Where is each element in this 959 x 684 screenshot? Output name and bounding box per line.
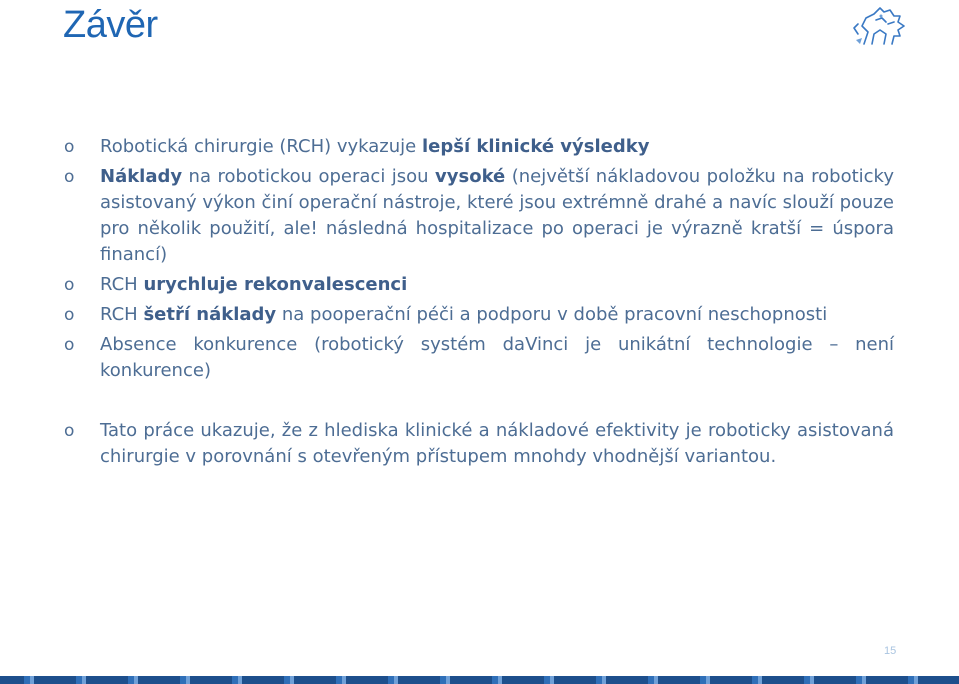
slide-title: Závěr [63,4,158,46]
slide-number: 15 [884,645,897,657]
bullet-marker: o [64,275,75,295]
bullet-plain-text: Tato práce ukazuje, že z hlediska klinické a nákladové efektivity je roboticky asistovaná chirurgie v porovnání s otevřeným přístupem mnohdy vhodnější variantou. [100,420,894,467]
bullet-plain-text: na robotickou operaci jsou [182,166,436,187]
bullet-item [64,418,894,470]
bullet-text [100,418,894,470]
bullet-bold-text: šetří náklady [143,304,277,325]
footer-decorative-bar [0,676,959,684]
bullet-plain-text: RCH [100,274,144,295]
university-lion-logo-icon [850,4,908,48]
bullet-marker: o [64,137,75,157]
bullet-marker: o [64,305,75,325]
bullet-text [100,136,649,157]
bullet-plain-text: na pooperační péči a podporu v době pracovní neschopnosti [276,304,828,325]
bullet-plain-text: RCH [100,304,144,325]
bullet-plain-text: (největší nákladovou položku na roboticky asistovaný výkon činí operační nástroje, které jsou extrémně drahé a navíc slouží pouze pro několik použití, ale! následná hospitalizace po operaci je výrazně kratší = úspora financí) [100,166,894,265]
bullet-bold-text: lepší klinické výsledky [421,136,650,157]
bullet-plain-text: Robotická chirurgie (RCH) vykazuje [100,136,422,157]
bullet-item [64,272,894,298]
bullet-bold-text: vysoké [435,166,506,187]
bullet-marker: o [64,167,75,187]
bullet-item [64,134,894,160]
bullet-text [100,304,827,325]
bullet-marker: o [64,421,75,441]
bullet-bold-text: Náklady [100,166,183,187]
bullet-item [64,302,894,328]
bullet-plain-text: Absence konkurence (robotický systém daVinci je unikátní technologie – není konkurence) [100,334,894,381]
bullet-text [100,164,894,268]
bullet-item [64,332,894,384]
bullet-bold-text: urychluje rekonvalescenci [143,274,408,295]
bullet-marker: o [64,335,75,355]
bullet-text [100,274,407,295]
bullet-item [64,164,894,268]
bullet-text [100,332,894,384]
conclusion-bullet-list [64,134,894,474]
